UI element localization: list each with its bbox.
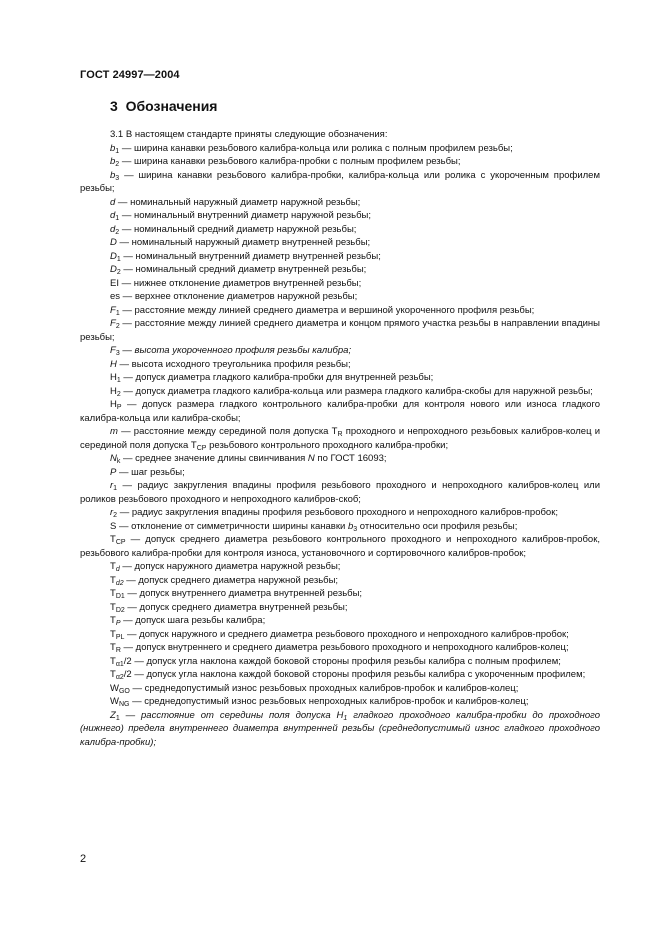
designation-symbol: b: [110, 169, 116, 181]
designation-symbol: F: [110, 304, 116, 316]
designation-description: — допуск диаметра гладкого калибра-кольца или размера гладкого калибра-скобы для наружной резьбы;: [120, 385, 593, 397]
designation-description: — допуск наружного и среднего диаметра резьбового проходного и непроходного калибров-пробок;: [124, 628, 569, 640]
designation-description: — среднее значение длины свинчивания N по ГОСТ 16093;: [120, 453, 387, 464]
intro-paragraph: 3.1 В настоящем стандарте приняты следующие обозначения:: [110, 129, 388, 140]
designation-description: — номинальный средний диаметр внутренней резьбы;: [120, 264, 367, 275]
designation-symbol: T: [110, 561, 116, 572]
designation-item: [80, 304, 600, 318]
designation-symbol: D: [110, 264, 117, 275]
designation-item: [80, 155, 600, 169]
section-number: 3: [110, 98, 118, 114]
designation-description: — допуск внутреннего и среднего диаметра резьбового проходного и непроходного калибров-колец;: [120, 642, 569, 653]
designation-symbol: T: [110, 588, 116, 599]
designation-item: [80, 290, 600, 304]
page-number: 2: [80, 853, 87, 865]
designation-subscript: 2: [115, 228, 120, 236]
designation-symbol: es: [110, 291, 121, 302]
designation-description: — среднедопустимый износ резьбовых непроходных калибров-пробок и калибров-колец;: [129, 696, 529, 707]
designation-symbol: r: [110, 507, 114, 518]
designation-symbol: T: [110, 601, 116, 613]
designation-description: — среднедопустимый износ резьбовых проходных калибров-пробок и калибров-колец;: [129, 682, 519, 694]
designation-subscript: 3: [115, 174, 120, 182]
designation-subscript: d2: [115, 579, 124, 587]
designation-item: [80, 628, 600, 642]
designation-item: [80, 398, 600, 425]
designation-description: — высота исходного треугольника профиля резьбы;: [116, 358, 351, 370]
designation-description: — ширина канавки резьбового калибра-пробки, калибра-кольца или ролика с укороченным профилем резьбы;: [80, 169, 600, 194]
designation-item: [80, 574, 600, 588]
designation-subscript: α2: [115, 674, 124, 681]
designation-item: [80, 277, 600, 291]
designation-symbol: d: [110, 196, 116, 208]
designation-symbol: r: [110, 480, 114, 491]
designation-subscript: 1: [115, 309, 120, 317]
designation-item: [80, 142, 600, 156]
designation-symbol: b: [110, 142, 116, 154]
designation-description: — расстояние от середины поля допуска $H_1$ гладкого проходного калибра-пробки до проходного (нижнего) предела внутреннего диаметра внутренней резьбы (среднедопустимый износ гладкого проходного калибра-пробки);: [80, 709, 600, 748]
designation-item: [80, 695, 600, 709]
designation-item: [80, 358, 600, 372]
designation-description: — допуск размера гладкого контрольного калибра-пробки для контроля нового или износа гладкого калибра-кольца или калибра-скобы;: [80, 399, 600, 424]
designation-symbol: EI: [110, 277, 119, 289]
designation-item: [80, 709, 600, 750]
designation-description: — расстояние между линией среднего диаметра и вершиной укороченного профиля резьбы;: [119, 304, 535, 316]
designation-description: — допуск среднего диаметра наружной резьбы;: [123, 574, 339, 586]
designation-description: — расстояние между серединой поля допуска $T_R$ проходного и непроходного резьбовых калибров-колец и серединой поля допуска $T_{CP}$ резьбового контрольного проходного калибра-пробки;: [80, 426, 600, 452]
designation-symbol: N: [110, 453, 117, 464]
designation-symbol: H: [110, 372, 117, 383]
designation-symbol: F: [110, 318, 116, 329]
designation-description: — номинальный средний диаметр наружной резьбы;: [119, 223, 357, 235]
designation-description: — допуск среднего диаметра внутренней резьбы;: [124, 601, 348, 613]
designation-item: [80, 520, 600, 534]
designation-subscript: P: [115, 620, 121, 627]
designation-description: — номинальный внутренний диаметр внутренней резьбы;: [120, 250, 381, 262]
designation-subscript: 1: [115, 714, 120, 722]
designation-subscript: d: [115, 566, 120, 573]
designation-subscript: D2: [115, 606, 125, 614]
designation-subscript: 2: [116, 390, 121, 398]
designation-description: — номинальный наружный диаметр наружной резьбы;: [115, 196, 361, 208]
designation-item: [80, 601, 600, 615]
section-title: [110, 98, 217, 114]
designation-item: [80, 344, 600, 358]
designation-item: [80, 466, 600, 480]
designation-subscript: P: [116, 404, 122, 411]
designation-symbol: W: [110, 682, 119, 694]
designation-symbol: T: [110, 534, 116, 545]
designation-symbol: d: [110, 210, 116, 221]
designation-description: — шаг резьбы;: [116, 466, 185, 478]
designation-subscript: 2: [115, 161, 120, 168]
designation-subscript: 1: [116, 377, 121, 384]
designation-item: [80, 614, 600, 628]
designation-description: — нижнее отклонение диаметров внутренней резьбы;: [118, 277, 362, 289]
designation-description: — номинальный наружный диаметр внутренней резьбы;: [116, 237, 371, 248]
designation-item: [80, 250, 600, 264]
designation-symbol: W: [110, 696, 119, 707]
designation-description: — допуск шага резьбы калибра;: [120, 615, 266, 626]
designation-symbol: d: [110, 223, 116, 235]
designation-subscript: NG: [118, 701, 130, 708]
designation-symbol: S: [110, 520, 117, 532]
designation-description: — допуск внутреннего диаметра внутренней резьбы;: [124, 588, 363, 599]
designation-symbol: T: [110, 615, 116, 626]
designation-item: [80, 236, 600, 250]
designation-item: [80, 641, 600, 655]
designation-symbol: b: [110, 156, 116, 167]
designation-description: — ширина канавки резьбового калибра-пробки с полным профилем резьбы;: [119, 156, 461, 167]
designation-subscript: D1: [115, 593, 125, 600]
designation-subscript: 1: [116, 255, 121, 263]
designation-item: [80, 371, 600, 385]
designation-item: [80, 668, 600, 682]
designation-symbol: T: [110, 574, 116, 586]
designation-symbol: T: [110, 642, 116, 653]
designation-subscript: 2: [113, 512, 118, 519]
designation-subscript: α1: [115, 660, 124, 668]
designation-item: [80, 560, 600, 574]
designation-item: [80, 533, 600, 560]
designation-items: [80, 142, 600, 750]
designation-item: [80, 196, 600, 210]
designation-item: [80, 479, 600, 506]
designation-description: — допуск наружного диаметра наружной резьбы;: [119, 561, 341, 572]
designation-description: — радиус закругления впадины профиля резьбового проходного и непроходного калибров-пробок;: [117, 507, 559, 518]
designation-subscript: 1: [115, 215, 120, 222]
section-heading: Обозначения: [125, 98, 218, 114]
designation-description: — верхнее отклонение диаметров наружной резьбы;: [120, 291, 358, 302]
designation-symbol: D: [110, 237, 117, 248]
designation-symbol: P: [110, 466, 117, 478]
designation-subscript: 3: [115, 350, 120, 357]
designation-description: /2 — допуск угла наклона каждой боковой стороны профиля резьбы калибра с полным профилем;: [123, 655, 561, 667]
designation-symbol: D: [110, 250, 117, 262]
designation-item: [80, 425, 600, 452]
designation-subscript: CP: [115, 539, 126, 546]
designation-item: [80, 317, 600, 344]
designation-description: — ширина канавки резьбового калибра-кольца или ролика с полным профилем резьбы;: [119, 142, 513, 154]
designation-description: — номинальный внутренний диаметр наружной резьбы;: [119, 210, 371, 221]
designation-symbol: T: [110, 655, 116, 667]
designation-subscript: 1: [113, 485, 118, 492]
designation-symbol: m: [110, 426, 118, 437]
designation-symbol: H: [110, 385, 117, 397]
designation-symbol: Z: [110, 709, 116, 721]
standard-header: ГОСТ 24997—2004: [80, 69, 180, 81]
designation-subscript: 2: [116, 269, 121, 276]
designation-item: [80, 452, 600, 466]
designation-description: — допуск диаметра гладкого калибра-пробки для внутренней резьбы;: [120, 372, 434, 383]
designation-subscript: 2: [115, 323, 120, 330]
designation-item: [80, 169, 600, 196]
designation-description: — отклонение от симметричности ширины канавки $b_3$ относительно оси профиля резьбы;: [116, 520, 518, 533]
designation-subscript: GO: [118, 687, 130, 695]
designation-description: — расстояние между линией среднего диаметра и концом прямого участка резьбы в направлении впадины резьбы;: [80, 318, 600, 343]
designation-description: /2 — допуск угла наклона каждой боковой стороны профиля резьбы калибра с укороченным профилем;: [123, 669, 586, 680]
designation-item: [80, 655, 600, 669]
designation-item: [80, 223, 600, 237]
designations-list: [80, 128, 600, 749]
designation-item: [80, 209, 600, 223]
designation-item: [80, 587, 600, 601]
designation-subscript: k: [116, 458, 121, 465]
designation-symbol: T: [110, 628, 116, 640]
designation-subscript: R: [115, 647, 121, 654]
designation-subscript: 1: [115, 147, 120, 155]
designation-item: [80, 385, 600, 399]
designation-subscript: PL: [115, 633, 125, 641]
designation-item: [80, 682, 600, 696]
designation-item: [80, 506, 600, 520]
designation-symbol: T: [110, 669, 116, 680]
designation-description: — высота укороченного профиля резьбы калибра;: [119, 345, 352, 356]
designation-symbol: H: [110, 399, 117, 410]
designation-description: — допуск среднего диаметра резьбового контрольного проходного и непроходного калибров-пробок, резьбового калибра-пробки для контроля износа, установочного и сортировочного калибров-пробок;: [80, 534, 600, 559]
designation-symbol: F: [110, 345, 116, 356]
designation-symbol: H: [110, 358, 117, 370]
designation-description: — радиус закругления впадины профиля резьбового проходного и непроходного калибров-колец или роликов резьбового проходного и непроходного калибров-скоб;: [80, 480, 600, 505]
designation-item: [80, 263, 600, 277]
